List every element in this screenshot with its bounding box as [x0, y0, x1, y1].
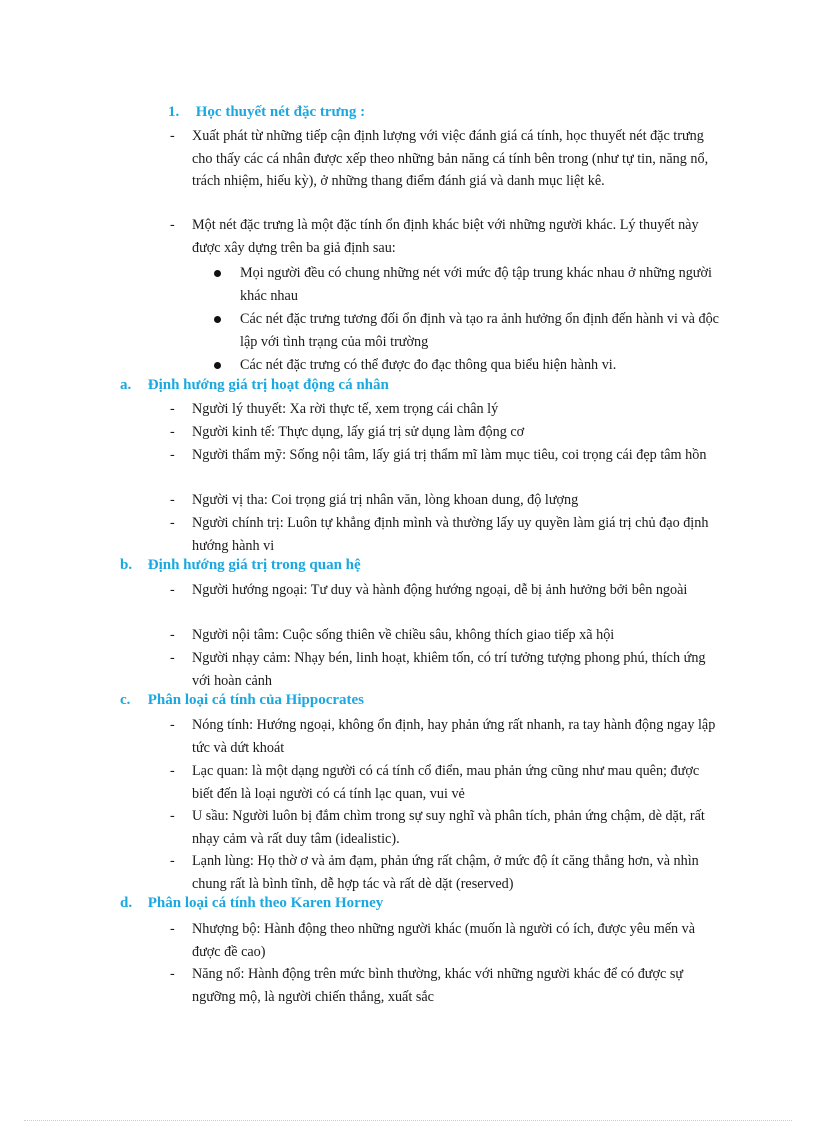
section-heading-a: [120, 377, 389, 394]
list-item-text: U sầu: Người luôn bị đắm chìm trong sự suy nghĩ và phân tích, phản ứng chậm, dè dặt, rất nhạy cảm và rất duy tâm (idealistic).: [192, 808, 705, 847]
list-item-text: Người nhạy cảm: Nhạy bén, linh hoạt, khiêm tốn, có trí tưởng tượng phong phú, thích ứng với hoàn cảnh: [192, 650, 706, 689]
dash-marker: -: [170, 966, 175, 982]
list-item: [170, 512, 709, 554]
section-title: Phân loại cá tính theo Karen Horney: [147, 895, 384, 911]
list-item-text: Người thẩm mỹ: Sống nội tâm, lấy giá trị thẩm mĩ làm mục tiêu, coi trọng cái đẹp tâm hồn: [192, 447, 707, 463]
page-bottom-divider: [24, 1120, 792, 1121]
section-number: d.: [120, 895, 133, 911]
list-item: [170, 444, 707, 467]
intro-item: [170, 214, 699, 256]
bullet-icon: [214, 316, 221, 323]
dash-marker: -: [170, 424, 175, 440]
list-item-text: Người kinh tế: Thực dụng, lấy giá trị sử dụng làm động cơ: [192, 424, 525, 440]
dash-marker: -: [170, 808, 175, 824]
list-item: [170, 760, 700, 802]
list-item-text: Nóng tính: Hướng ngoại, không ổn định, hay phản ứng rất nhanh, ra tay hành động ngay lập tức và dứt khoát: [192, 717, 716, 756]
dash-marker: -: [170, 492, 175, 508]
section-number: a.: [120, 377, 132, 393]
list-item: [170, 805, 705, 847]
section-title: Định hướng giá trị hoạt động cá nhân: [147, 377, 389, 393]
intro-item-text: Xuất phát từ những tiếp cận định lượng với việc đánh giá cá tính, học thuyết nét đặc trưng cho thấy các cá nhân được xếp theo những bản năng cá tính bên trong (như tự tin, năng nổ, trách nhiệm, hiếu kỳ), ở những thang điểm đánh giá và danh mục liệt kê.: [192, 128, 709, 190]
section-number: c.: [120, 692, 131, 708]
list-item-text: Người lý thuyết: Xa rời thực tế, xem trọng cái chân lý: [192, 401, 499, 417]
list-item: [170, 489, 579, 512]
bullet-icon: [214, 362, 221, 369]
dash-marker: -: [170, 128, 175, 144]
dash-marker: -: [170, 921, 175, 937]
list-item: [170, 647, 706, 689]
dash-marker: -: [170, 763, 175, 779]
dash-marker: -: [170, 217, 175, 233]
list-item: [170, 398, 499, 421]
section-heading-d: [120, 895, 383, 912]
dash-marker: -: [170, 582, 175, 598]
bullet-icon: [214, 270, 221, 277]
dash-marker: -: [170, 717, 175, 733]
dash-marker: -: [170, 627, 175, 643]
dash-marker: -: [170, 515, 175, 531]
intro-item: [170, 125, 709, 190]
list-item-text: Lạnh lùng: Họ thờ ơ và ảm đạm, phản ứng rất chậm, ở mức độ ít căng thẳng hơn, và nhìn chung rất là bình tĩnh, dễ hợp tác và rất dè dặt (reserved): [192, 853, 699, 892]
dash-marker: -: [170, 650, 175, 666]
section-heading-c: [120, 692, 364, 709]
assumption-text: Mọi người đều có chung những nét với mức độ tập trung khác nhau ở những người khác nhau: [240, 265, 712, 304]
intro-item-text: Một nét đặc trưng là một đặc tính ổn định khác biệt với những người khác. Lý thuyết này được xây dựng trên ba giả định sau:: [192, 217, 699, 256]
list-item: [170, 918, 696, 960]
list-item: [170, 714, 716, 756]
main-heading-text: Học thuyết nét đặc trưng :: [195, 104, 366, 120]
list-item-text: Người nội tâm: Cuộc sống thiên về chiều sâu, không thích giao tiếp xã hội: [192, 627, 615, 643]
dash-marker: -: [170, 853, 175, 869]
assumption-text: Các nét đặc trưng tương đối ổn định và tạo ra ảnh hưởng ổn định đến hành vi và độc lập với tình trạng của môi trường: [240, 311, 719, 350]
list-item-text: Năng nổ: Hành động trên mức bình thường, khác với những người khác để có được sự ngưỡng mộ, là người chiến thắng, xuất sắc: [192, 966, 684, 1005]
list-item: [170, 579, 688, 602]
list-item: [170, 624, 615, 647]
dash-marker: -: [170, 401, 175, 417]
section-number: b.: [120, 557, 133, 573]
section-title: Định hướng giá trị trong quan hệ: [147, 557, 361, 573]
list-item-text: Lạc quan: là một dạng người có cá tính cổ điển, mau phản ứng cũng như mau quên; được biết đến là loại người có cá tính lạc quan, vui vẻ: [192, 763, 700, 802]
main-heading: [168, 104, 365, 121]
list-item: [170, 963, 684, 1005]
list-item: [170, 850, 699, 892]
list-item-text: Người hướng ngoại: Tư duy và hành động hướng ngoại, dễ bị ảnh hưởng bởi bên ngoài: [192, 582, 688, 598]
list-item-text: Nhượng bộ: Hành động theo những người khác (muốn là người có ích, được yêu mến và được đề cao): [192, 921, 696, 960]
list-item: [170, 421, 525, 444]
section-title: Phân loại cá tính của Hippocrates: [147, 692, 365, 708]
assumption-text: Các nét đặc trưng có thể được đo đạc thông qua biểu hiện hành vi.: [240, 357, 617, 373]
main-heading-number: 1.: [168, 104, 180, 120]
section-heading-b: [120, 557, 361, 574]
list-item-text: Người vị tha: Coi trọng giá trị nhân văn, lòng khoan dung, độ lượng: [192, 492, 579, 508]
list-item-text: Người chính trị: Luôn tự khẳng định mình và thường lấy uy quyền làm giá trị chủ đạo định hướng hành vi: [192, 515, 709, 554]
dash-marker: -: [170, 447, 175, 463]
